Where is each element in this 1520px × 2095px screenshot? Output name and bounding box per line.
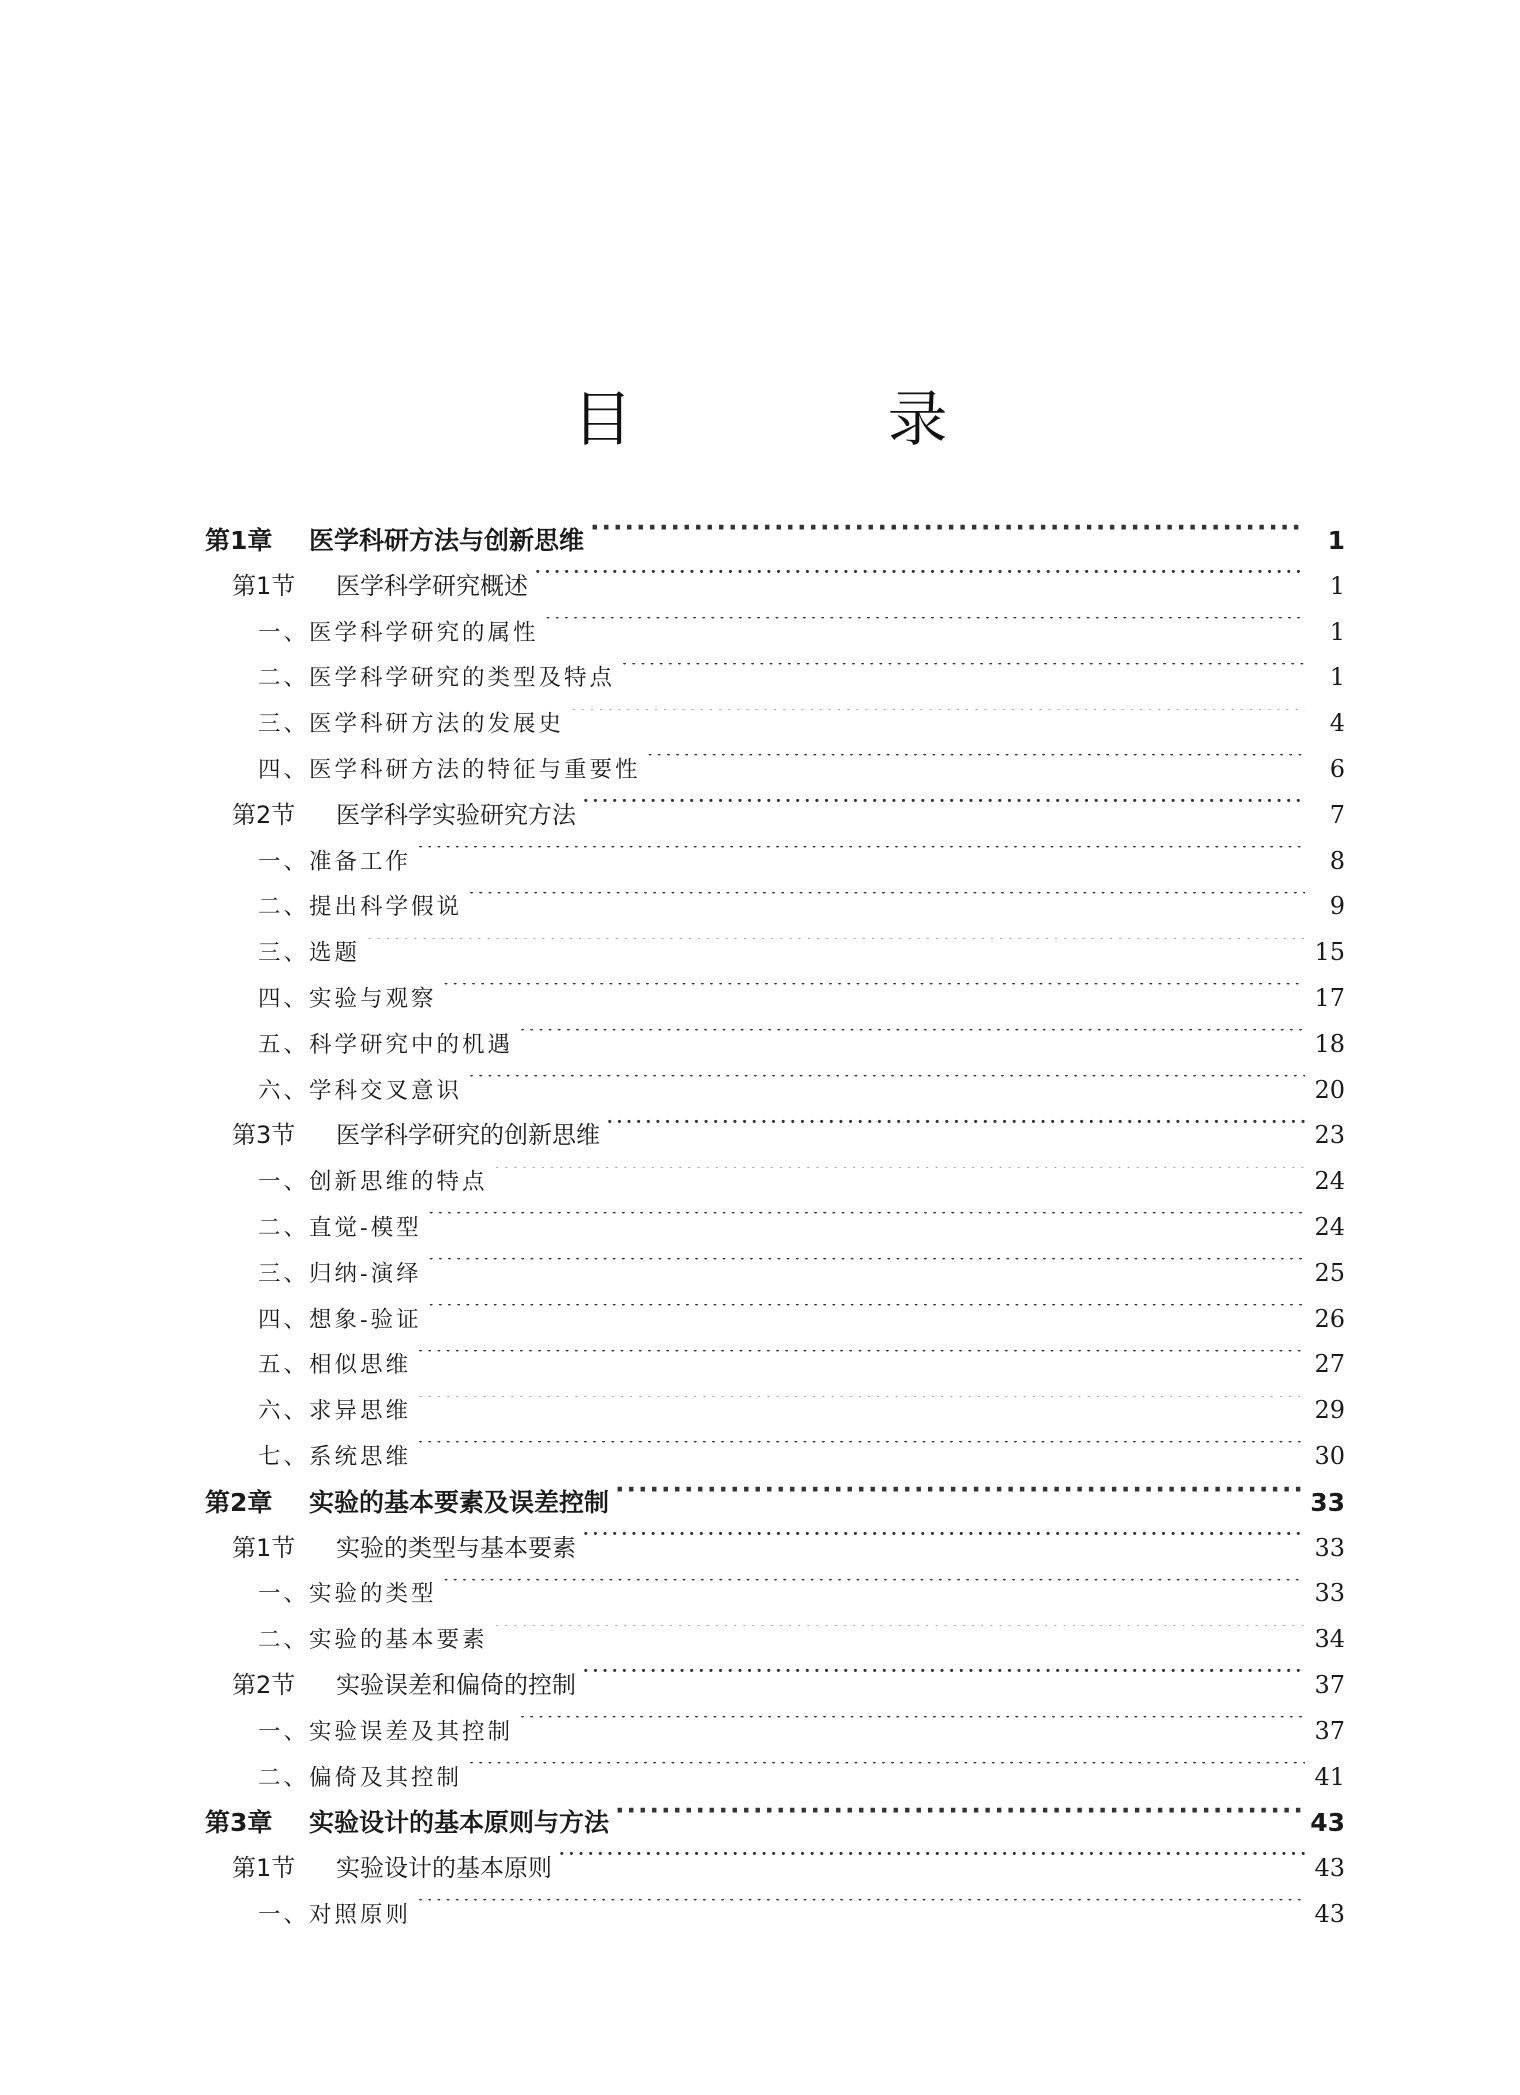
toc-entry-section[interactable]	[205, 1526, 1345, 1572]
toc-entry-subsection[interactable]	[205, 1571, 1345, 1617]
toc-entry-page-number: 37	[1314, 1670, 1345, 1699]
toc-entry-title: 一、对照原则	[258, 1901, 412, 1928]
toc-entry-title: 四、医学科研方法的特征与重要性	[258, 756, 641, 783]
toc-entry-title: 二、医学科学研究的类型及特点	[258, 665, 616, 692]
toc-entry-number: 第1节	[232, 1854, 296, 1883]
dot-leader	[590, 524, 1305, 549]
toc-entry-subsection[interactable]	[205, 884, 1345, 930]
toc-entry-title: 三、归纳-演绎	[258, 1260, 422, 1287]
toc-entry-title: 四、实验与观察	[258, 985, 437, 1012]
toc-entry-section[interactable]	[205, 1663, 1345, 1709]
toc-entry-subsection[interactable]	[205, 839, 1345, 885]
dot-leader	[417, 1441, 1305, 1464]
dot-leader	[417, 1899, 1305, 1922]
toc-entry-title: 四、想象-验证	[258, 1306, 422, 1333]
toc-entry-subsection[interactable]	[205, 1342, 1345, 1388]
toc-entry-page-number: 29	[1314, 1396, 1345, 1425]
toc-entry-title: 一、实验误差及其控制	[258, 1718, 514, 1745]
toc-entry-title: 医学科学实验研究方法	[336, 800, 576, 829]
toc-entry-subsection[interactable]	[205, 1159, 1345, 1205]
toc-entry-page-number: 33	[1314, 1533, 1345, 1562]
toc-entry-title: 五、相似思维	[258, 1352, 412, 1379]
toc-entry-section[interactable]	[205, 1113, 1345, 1159]
dot-leader	[582, 1532, 1305, 1556]
toc-entry-number: 第1节	[232, 1533, 296, 1562]
toc-entry-subsection[interactable]	[205, 655, 1345, 701]
table-of-contents	[205, 518, 1345, 1938]
toc-entry-title: 一、医学科学研究的属性	[258, 619, 539, 646]
dot-leader	[494, 1167, 1305, 1190]
toc-entry-chapter[interactable]	[205, 518, 1345, 564]
dot-leader	[606, 1119, 1305, 1143]
toc-entry-number: 第1节	[232, 571, 296, 600]
toc-entry-page-number: 37	[1314, 1716, 1345, 1745]
toc-entry-number: 第3章	[205, 1808, 273, 1838]
toc-entry-title: 医学科学研究的创新思维	[336, 1121, 600, 1150]
toc-entry-page-number: 24	[1314, 1212, 1345, 1241]
toc-entry-page-number: 1	[1329, 663, 1345, 692]
toc-entry-page-number: 1	[1327, 526, 1345, 555]
toc-entry-page-number: 23	[1314, 1121, 1345, 1150]
toc-entry-title: 二、提出科学假说	[258, 894, 463, 921]
dot-leader	[558, 1852, 1305, 1876]
toc-entry-page-number: 1	[1329, 571, 1345, 600]
toc-entry-title: 一、实验的类型	[258, 1581, 437, 1608]
dot-leader	[647, 754, 1305, 777]
dot-leader	[494, 1625, 1305, 1648]
toc-entry-subsection[interactable]	[205, 1617, 1345, 1663]
toc-entry-title: 一、准备工作	[258, 848, 412, 875]
dot-leader	[468, 1762, 1305, 1785]
toc-entry-title: 一、创新思维的特点	[258, 1169, 488, 1196]
toc-entry-subsection[interactable]	[205, 1205, 1345, 1251]
toc-entry-title: 实验的基本要素及误差控制	[309, 1487, 610, 1517]
toc-entry-page-number: 24	[1314, 1167, 1345, 1196]
toc-entry-number: 第1章	[205, 526, 273, 555]
dot-leader	[468, 1075, 1305, 1098]
toc-entry-section[interactable]	[205, 564, 1345, 610]
toc-entry-title: 实验误差和偏倚的控制	[336, 1670, 576, 1699]
dot-leader	[582, 799, 1305, 823]
toc-entry-subsection[interactable]	[205, 930, 1345, 976]
dot-leader	[428, 1304, 1305, 1327]
toc-entry-number: 第3节	[232, 1121, 296, 1150]
toc-entry-subsection[interactable]	[205, 1297, 1345, 1343]
toc-entry-page-number: 15	[1314, 938, 1345, 967]
toc-entry-subsection[interactable]	[205, 1709, 1345, 1755]
toc-entry-title: 实验的类型与基本要素	[336, 1533, 576, 1562]
dot-leader	[519, 1716, 1305, 1739]
toc-entry-title: 实验设计的基本原则与方法	[309, 1808, 610, 1838]
toc-entry-title: 实验设计的基本原则	[336, 1854, 552, 1883]
toc-entry-page-number: 27	[1314, 1350, 1345, 1379]
dot-leader	[615, 1806, 1304, 1831]
toc-entry-title: 五、科学研究中的机遇	[258, 1031, 514, 1058]
dot-leader	[519, 1029, 1305, 1052]
toc-entry-subsection[interactable]	[205, 1251, 1345, 1297]
toc-entry-page-number: 8	[1329, 846, 1345, 875]
dot-leader	[621, 663, 1305, 686]
dot-leader	[428, 1258, 1305, 1281]
toc-entry-title: 六、求异思维	[258, 1398, 412, 1425]
toc-entry-number: 第2节	[232, 800, 296, 829]
toc-entry-page-number: 43	[1314, 1854, 1345, 1883]
toc-entry-title: 医学科学研究概述	[336, 571, 528, 600]
dot-leader	[417, 1350, 1305, 1373]
dot-leader	[545, 617, 1305, 640]
dot-leader	[468, 892, 1305, 915]
toc-entry-page-number: 41	[1314, 1762, 1345, 1791]
toc-entry-chapter[interactable]	[205, 1800, 1345, 1846]
toc-entry-number: 第2节	[232, 1670, 296, 1699]
toc-entry-chapter[interactable]	[205, 1480, 1345, 1526]
toc-entry-subsection[interactable]	[205, 1068, 1345, 1114]
toc-entry-title: 三、医学科研方法的发展史	[258, 711, 565, 738]
toc-entry-title: 七、系统思维	[258, 1443, 412, 1470]
toc-entry-section[interactable]	[205, 793, 1345, 839]
dot-leader	[443, 983, 1305, 1006]
dot-leader	[417, 1396, 1305, 1419]
toc-entry-subsection[interactable]	[205, 1388, 1345, 1434]
toc-entry-subsection[interactable]	[205, 1022, 1345, 1068]
toc-entry-title: 二、实验的基本要素	[258, 1627, 488, 1654]
toc-entry-title: 二、直觉-模型	[258, 1214, 422, 1241]
toc-entry-page-number: 34	[1314, 1625, 1345, 1654]
toc-entry-page-number: 25	[1314, 1258, 1345, 1287]
dot-leader	[417, 846, 1305, 869]
toc-entry-page-number: 30	[1314, 1441, 1345, 1470]
toc-entry-page-number: 43	[1310, 1808, 1345, 1838]
toc-entry-title: 六、学科交叉意识	[258, 1077, 463, 1104]
dot-leader	[582, 1669, 1305, 1693]
dot-leader	[443, 1579, 1305, 1602]
toc-entry-subsection[interactable]	[205, 1755, 1345, 1801]
toc-entry-subsection[interactable]	[205, 701, 1345, 747]
toc-entry-subsection[interactable]	[205, 747, 1345, 793]
toc-entry-subsection[interactable]	[205, 976, 1345, 1022]
toc-entry-title: 医学科研方法与创新思维	[309, 526, 585, 555]
toc-entry-subsection[interactable]	[205, 1434, 1345, 1480]
toc-entry-page-number: 43	[1314, 1899, 1345, 1928]
toc-entry-subsection[interactable]	[205, 1892, 1345, 1938]
toc-entry-page-number: 6	[1329, 754, 1345, 783]
toc-entry-page-number: 20	[1314, 1075, 1345, 1104]
toc-entry-page-number: 17	[1314, 983, 1345, 1012]
toc-entry-page-number: 9	[1329, 892, 1345, 921]
toc-entry-page-number: 33	[1314, 1579, 1345, 1608]
toc-entry-page-number: 1	[1329, 617, 1345, 646]
dot-leader	[570, 709, 1305, 732]
toc-entry-page-number: 18	[1314, 1029, 1345, 1058]
toc-entry-title: 二、偏倚及其控制	[258, 1764, 463, 1791]
toc-entry-page-number: 33	[1310, 1487, 1345, 1517]
toc-entry-title: 三、选题	[258, 940, 361, 967]
toc-entry-page-number: 4	[1329, 709, 1345, 738]
dot-leader	[534, 570, 1305, 594]
dot-leader	[428, 1212, 1305, 1235]
page-title: 目 录	[572, 385, 1066, 455]
toc-entry-number: 第2章	[205, 1487, 273, 1517]
toc-entry-section[interactable]	[205, 1846, 1345, 1892]
dot-leader	[615, 1486, 1304, 1511]
dot-leader	[366, 938, 1305, 961]
toc-entry-page-number: 7	[1329, 800, 1345, 829]
toc-entry-subsection[interactable]	[205, 610, 1345, 656]
toc-entry-page-number: 26	[1314, 1304, 1345, 1333]
